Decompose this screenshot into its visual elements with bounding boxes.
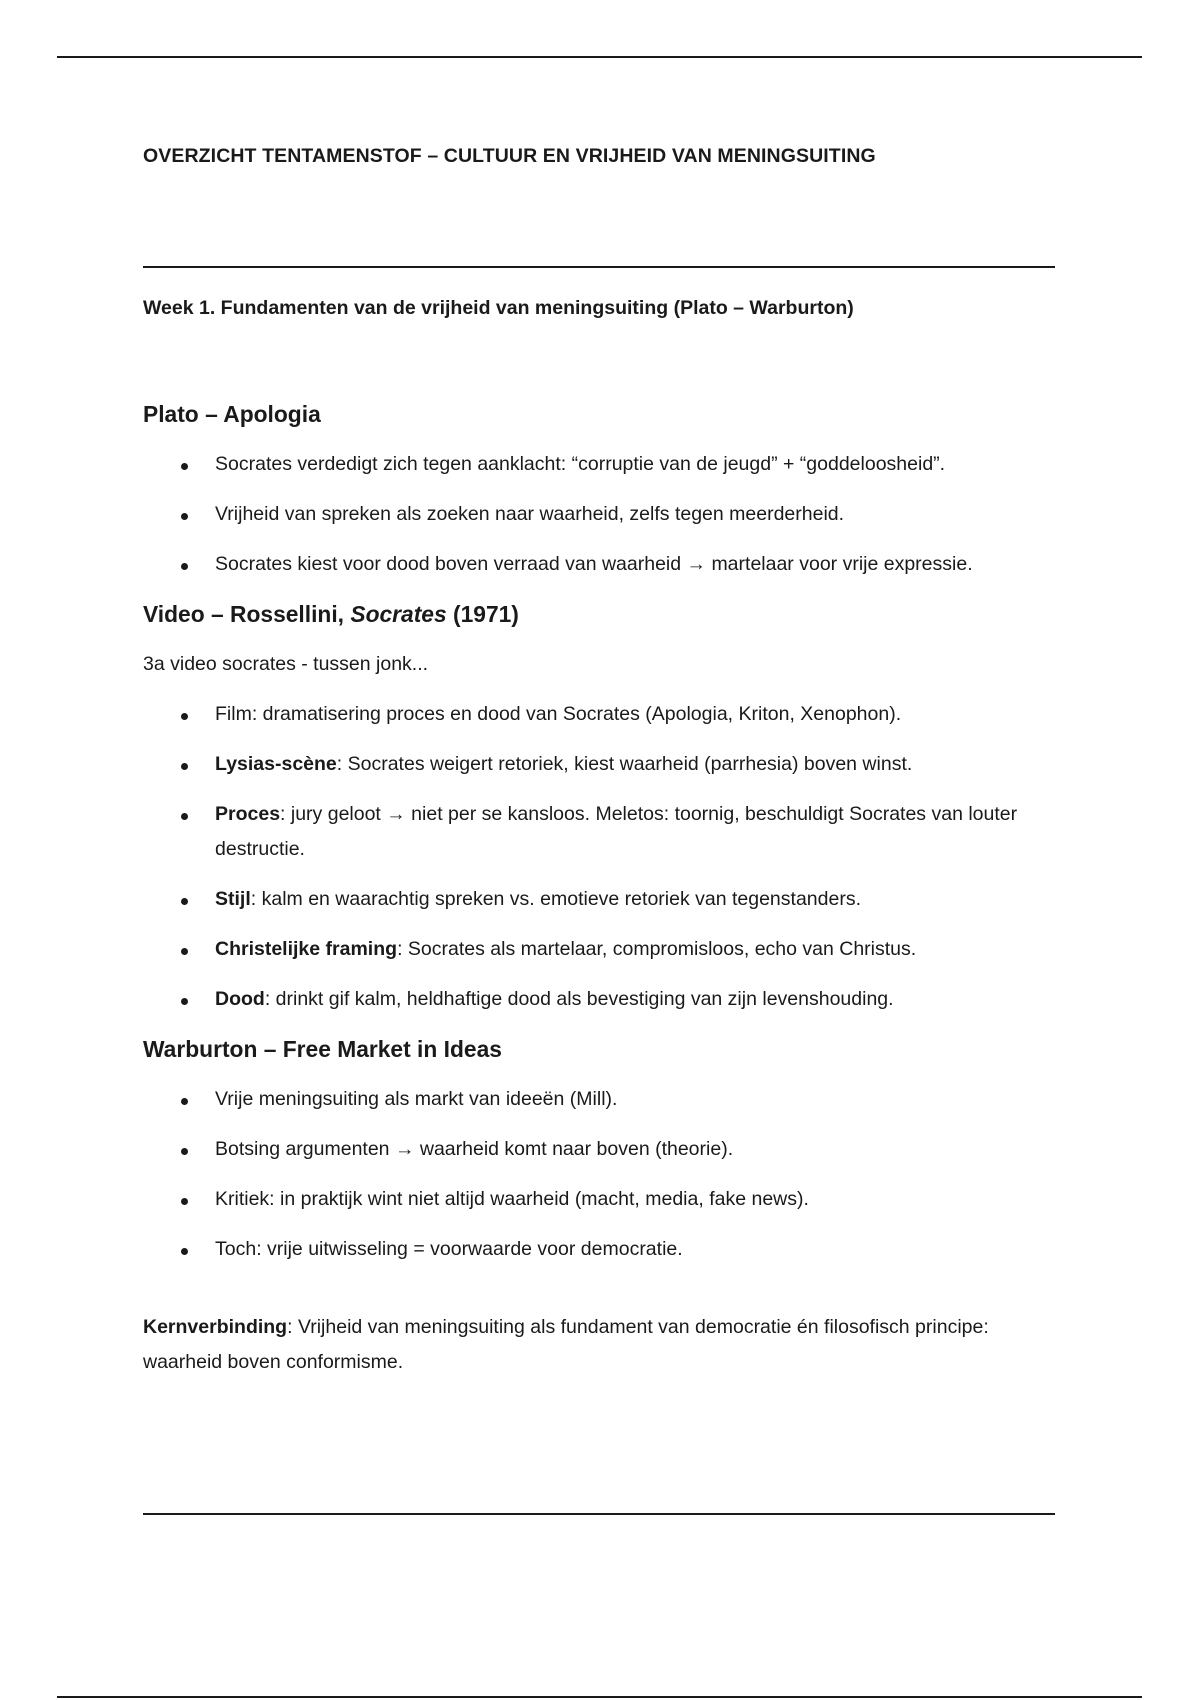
list-item-text: Toch: vrije uitwisseling = voorwaarde voor democratie. xyxy=(215,1238,683,1260)
core-connection-paragraph xyxy=(143,1310,1055,1380)
list-item-text: Vrije meningsuiting als markt van ideeën (Mill). xyxy=(215,1088,618,1110)
bullet-icon xyxy=(181,1248,188,1255)
list-item xyxy=(143,497,1055,532)
document-title: OVERZICHT TENTAMENSTOF – CULTUUR EN VRIJHEID VAN MENINGSUITING xyxy=(143,145,876,167)
video-heading-suffix: (1971) xyxy=(446,601,519,627)
list-item xyxy=(143,1132,1055,1167)
warburton-heading: Warburton – Free Market in Ideas xyxy=(143,1036,502,1062)
list-item-term: Proces xyxy=(215,803,281,825)
list-item-text: Kritiek: in praktijk wint niet altijd waarheid (macht, media, fake news). xyxy=(215,1188,809,1210)
core-connection-term: Kernverbinding xyxy=(143,1316,288,1338)
list-item xyxy=(143,747,1055,782)
list-item-text: : drinkt gif kalm, heldhaftige dood als bevestiging van zijn levenshouding. xyxy=(264,988,894,1010)
list-item-text: : kalm en waarachtig spreken vs. emotieve retoriek van tegenstanders. xyxy=(250,888,861,910)
list-item-text: : Socrates als martelaar, compromisloos, echo van Christus. xyxy=(397,938,917,960)
list-item-text: Socrates verdedigt zich tegen aanklacht: “corruptie van de jeugd” + “goddeloosheid”. xyxy=(215,453,946,475)
bullet-icon xyxy=(181,763,188,770)
bullet-icon xyxy=(181,463,188,470)
list-item-text: Vrijheid van spreken als zoeken naar waarheid, zelfs tegen meerderheid. xyxy=(215,503,845,525)
video-bullet-list xyxy=(143,697,1055,1017)
section-divider-top xyxy=(143,266,1055,268)
plato-bullet-list xyxy=(143,447,1055,582)
list-item-text: Botsing argumenten → waarheid komt naar boven (theorie). xyxy=(215,1138,734,1160)
list-item-term: Lysias-scène xyxy=(215,753,337,775)
bullet-icon xyxy=(181,898,188,905)
bullet-icon xyxy=(181,713,188,720)
page-bottom-rule xyxy=(57,1696,1142,1698)
list-item xyxy=(143,547,1055,582)
bullet-icon xyxy=(181,1198,188,1205)
list-item xyxy=(143,697,1055,732)
list-item xyxy=(143,882,1055,917)
core-connection-text: : Vrijheid van meningsuiting als fundament van democratie én filosofisch principe: waarheid boven conformisme. xyxy=(143,1316,989,1373)
video-note: 3a video socrates - tussen jonk... xyxy=(143,653,429,675)
list-item xyxy=(143,1182,1055,1217)
list-item xyxy=(143,797,1055,867)
bullet-icon xyxy=(181,513,188,520)
list-item-term: Stijl xyxy=(215,888,251,910)
bullet-icon xyxy=(181,563,188,570)
bullet-icon xyxy=(181,813,188,820)
list-item xyxy=(143,932,1055,967)
list-item-text: : jury geloot → niet per se kansloos. Meletos: toornig, beschuldigt Socrates van louter destructie. xyxy=(215,803,1018,860)
bullet-icon xyxy=(181,1148,188,1155)
list-item-text: Film: dramatisering proces en dood van Socrates (Apologia, Kriton, Xenophon). xyxy=(215,703,902,725)
list-item xyxy=(143,447,1055,482)
list-item-text: Socrates kiest voor dood boven verraad van waarheid → martelaar voor vrije expressie. xyxy=(215,553,973,575)
video-heading-prefix: Video – Rossellini, xyxy=(143,601,351,627)
warburton-bullet-list xyxy=(143,1082,1055,1267)
list-item-term: Christelijke framing xyxy=(215,938,398,960)
week-1-content xyxy=(143,397,1055,1380)
list-item xyxy=(143,982,1055,1017)
week-1-heading: Week 1. Fundamenten van de vrijheid van meningsuiting (Plato – Warburton) xyxy=(143,297,854,319)
plato-heading: Plato – Apologia xyxy=(143,401,321,427)
list-item xyxy=(143,1232,1055,1267)
bullet-icon xyxy=(181,948,188,955)
video-heading xyxy=(143,597,1055,632)
bullet-icon xyxy=(181,1098,188,1105)
section-divider-bottom xyxy=(143,1513,1055,1515)
page-top-rule xyxy=(57,56,1142,58)
list-item xyxy=(143,1082,1055,1117)
bullet-icon xyxy=(181,998,188,1005)
video-heading-film-title: Socrates xyxy=(350,601,447,627)
list-item-text: : Socrates weigert retoriek, kiest waarheid (parrhesia) boven winst. xyxy=(336,753,913,775)
list-item-term: Dood xyxy=(215,988,265,1010)
